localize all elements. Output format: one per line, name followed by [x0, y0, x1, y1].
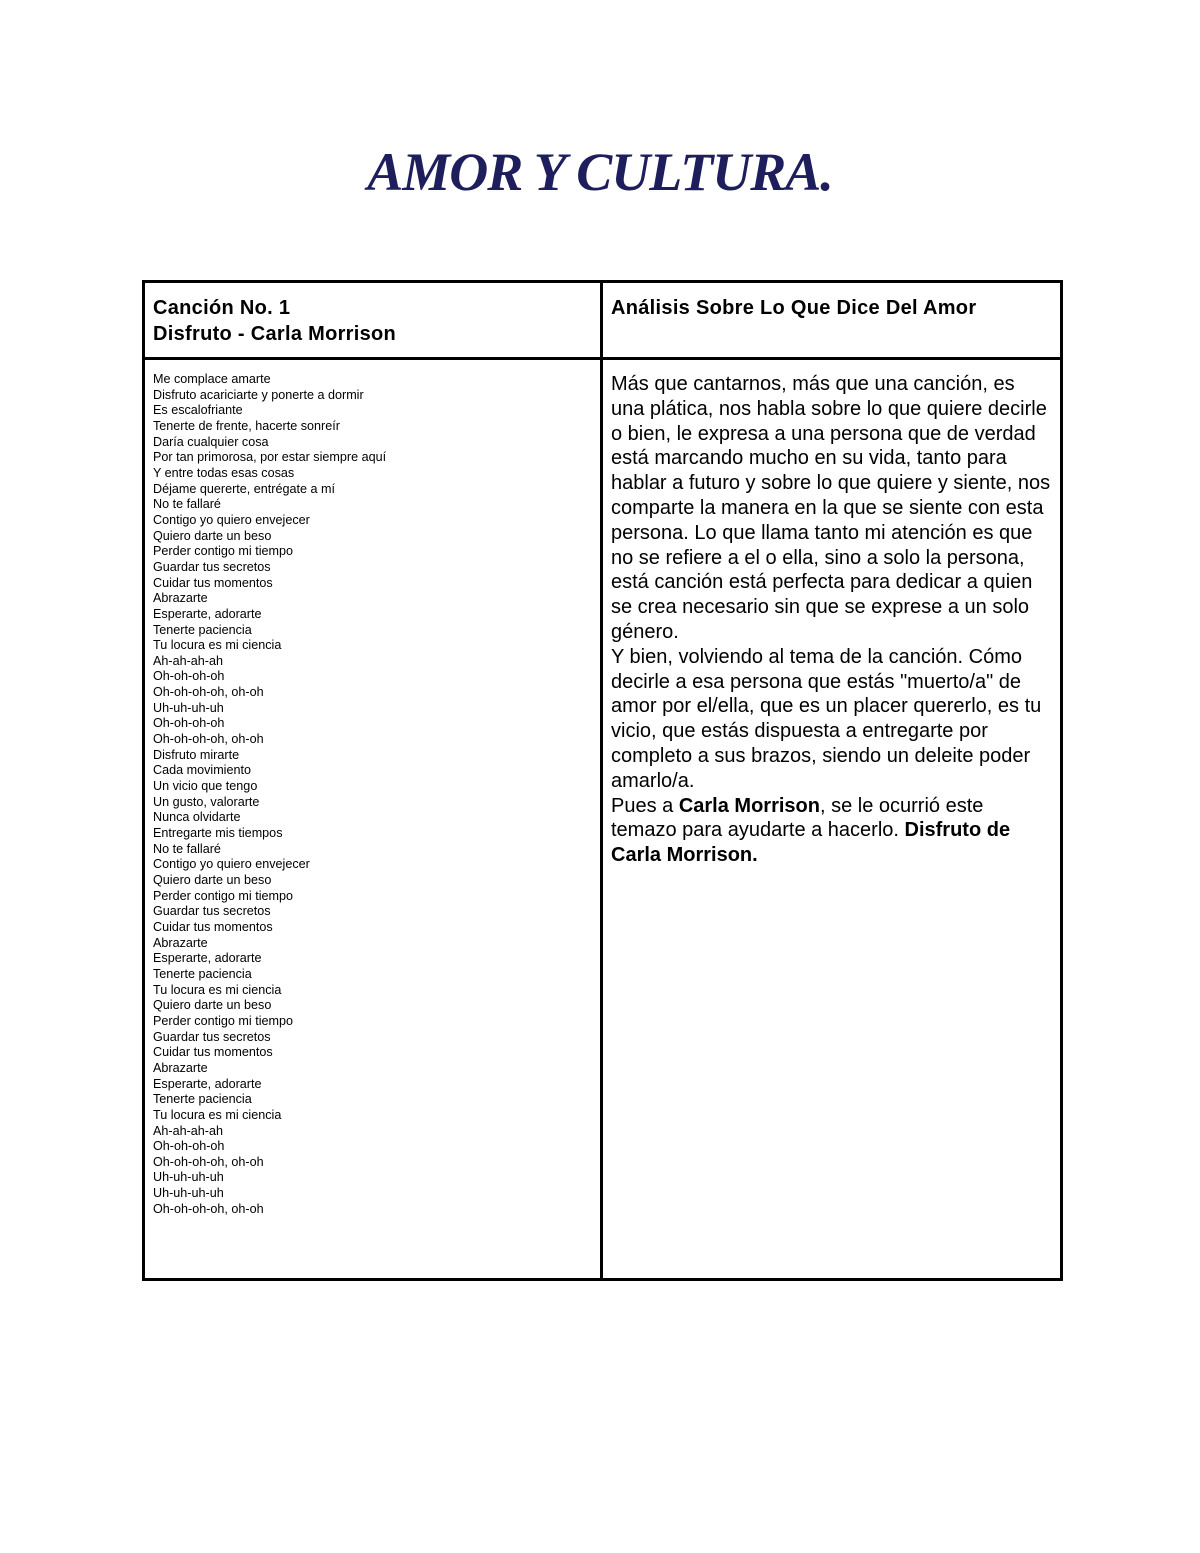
- lyric-line: Uh-uh-uh-uh: [153, 700, 224, 715]
- analysis-paragraph-3: [611, 794, 1052, 868]
- lyric-line: Es escalofriante: [153, 403, 243, 418]
- lyric-line: Por tan primorosa, por estar siempre aquí: [153, 450, 387, 465]
- lyric-line: Tu locura es mi ciencia: [153, 638, 282, 653]
- analysis-paragraph-2: Y bien, volviendo al tema de la canción. Cómo decirle a esa persona que estás "muerto/a" de amor por el/ella, que es un placer quererlo, es tu vicio, que estás dispuesta a entregarte por completo a sus brazos, siendo un deleite poder amarlo/a.: [611, 645, 1042, 792]
- lyrics-cell: [144, 359, 602, 1280]
- lyric-line: Oh-oh-oh-oh: [153, 1139, 225, 1154]
- table-header-row: [144, 282, 1062, 359]
- lyric-line: Cuidar tus momentos: [153, 1045, 273, 1060]
- song-header-cell: [144, 282, 602, 359]
- lyric-line: Quiero darte un beso: [153, 873, 272, 887]
- lyric-line: Ah-ah-ah-ah: [153, 1123, 224, 1138]
- lyric-line: Uh-uh-uh-uh: [153, 1170, 224, 1185]
- lyric-line: Perder contigo mi tiempo: [153, 1013, 293, 1028]
- lyric-line: Tenerte paciencia: [153, 966, 252, 981]
- lyric-line: Tenerte paciencia: [153, 622, 252, 637]
- analysis-p3-middle: , se le ocurrió este temazo para ayudarte a hacerlo.: [611, 794, 984, 842]
- analysis-header-cell: [602, 282, 1062, 359]
- lyric-line: Uh-uh-uh-uh: [153, 1186, 224, 1201]
- lyric-line: Déjame quererte, entrégate a mí: [153, 481, 336, 496]
- analysis-heading: Análisis Sobre Lo Que Dice Del Amor: [611, 297, 977, 319]
- lyric-line: Guardar tus secretos: [153, 904, 271, 919]
- analysis-p3-prefix: Pues a: [611, 794, 679, 817]
- lyric-line: Esperarte, adorarte: [153, 606, 262, 621]
- song-title-artist: Disfruto - Carla Morrison: [153, 323, 397, 345]
- lyric-line: Perder contigo mi tiempo: [153, 888, 293, 903]
- lyric-line: Abrazarte: [153, 935, 208, 950]
- lyric-line: Y entre todas esas cosas: [153, 465, 295, 480]
- song-number: Canción No. 1: [153, 297, 291, 319]
- lyric-line: Oh-oh-oh-oh: [153, 669, 225, 684]
- lyric-line: Guardar tus secretos: [153, 1029, 271, 1044]
- lyric-line: Tu locura es mi ciencia: [153, 1107, 282, 1122]
- lyric-line: Contigo yo quiero envejecer: [153, 857, 310, 872]
- lyric-line: Abrazarte: [153, 591, 208, 606]
- lyric-line: Entregarte mis tiempos: [153, 826, 283, 841]
- lyric-line: Esperarte, adorarte: [153, 951, 262, 966]
- lyric-line: Quiero darte un beso: [153, 998, 272, 1013]
- lyric-line: Oh-oh-oh-oh, oh-oh: [153, 1201, 264, 1216]
- lyric-line: Me complace amarte: [153, 372, 271, 386]
- page-title: AMOR Y CULTURA.: [367, 142, 833, 202]
- lyric-line: Un gusto, valorarte: [153, 794, 260, 809]
- lyric-line: Tu locura es mi ciencia: [153, 982, 282, 997]
- lyric-line: Abrazarte: [153, 1060, 208, 1075]
- lyric-line: Quiero darte un beso: [153, 528, 272, 543]
- lyric-line: Guardar tus secretos: [153, 559, 271, 574]
- lyric-line: No te fallaré: [153, 497, 221, 512]
- lyric-line: Perder contigo mi tiempo: [153, 544, 293, 559]
- table-body-row: [144, 359, 1062, 1280]
- lyrics-list: [153, 372, 592, 1217]
- analysis-cell: [602, 359, 1062, 1280]
- lyric-line: Daría cualquier cosa: [153, 434, 269, 449]
- lyric-line: Un vicio que tengo: [153, 779, 258, 794]
- lyric-line: Cuidar tus momentos: [153, 575, 273, 590]
- lyric-line: No te fallaré: [153, 841, 221, 856]
- closing-bold-text: Disfruto de Carla Morrison.: [611, 819, 1011, 867]
- lyric-line: Cada movimiento: [153, 763, 251, 778]
- lyric-line: Ah-ah-ah-ah: [153, 653, 224, 668]
- lyric-line: Disfruto acariciarte y ponerte a dormir: [153, 387, 364, 402]
- artist-name-bold: Carla Morrison: [678, 794, 820, 817]
- lyric-line: Oh-oh-oh-oh, oh-oh: [153, 1154, 264, 1169]
- analysis-paragraph-1: Más que cantarnos, más que una canción, es una plática, nos habla sobre lo que quiere decirle o bien, le expresa a una persona que de verdad está marcando mucho en su vida, tanto para hablar a futuro y sobre lo que quiere y siente, nos comparte la manera en la que se siente con esta persona. Lo que llama tanto mi atención es que no se refiere a el o ella, sino a solo la persona, está canción está perfecta para dedicar a quien se crea necesario sin que se exprese a un solo género.: [611, 373, 1051, 643]
- lyric-line: Disfruto mirarte: [153, 747, 240, 762]
- lyric-line: Oh-oh-oh-oh, oh-oh: [153, 685, 264, 700]
- song-analysis-table: [142, 280, 1063, 1281]
- lyric-line: Tenerte paciencia: [153, 1092, 252, 1107]
- lyric-line: Tenerte de frente, hacerte sonreír: [153, 418, 340, 433]
- lyric-line: Contigo yo quiero envejecer: [153, 512, 310, 527]
- lyric-line: Oh-oh-oh-oh, oh-oh: [153, 732, 264, 747]
- lyric-line: Nunca olvidarte: [153, 810, 241, 825]
- lyric-line: Esperarte, adorarte: [153, 1076, 262, 1091]
- lyric-line: Cuidar tus momentos: [153, 919, 273, 934]
- lyric-line: Oh-oh-oh-oh: [153, 716, 225, 731]
